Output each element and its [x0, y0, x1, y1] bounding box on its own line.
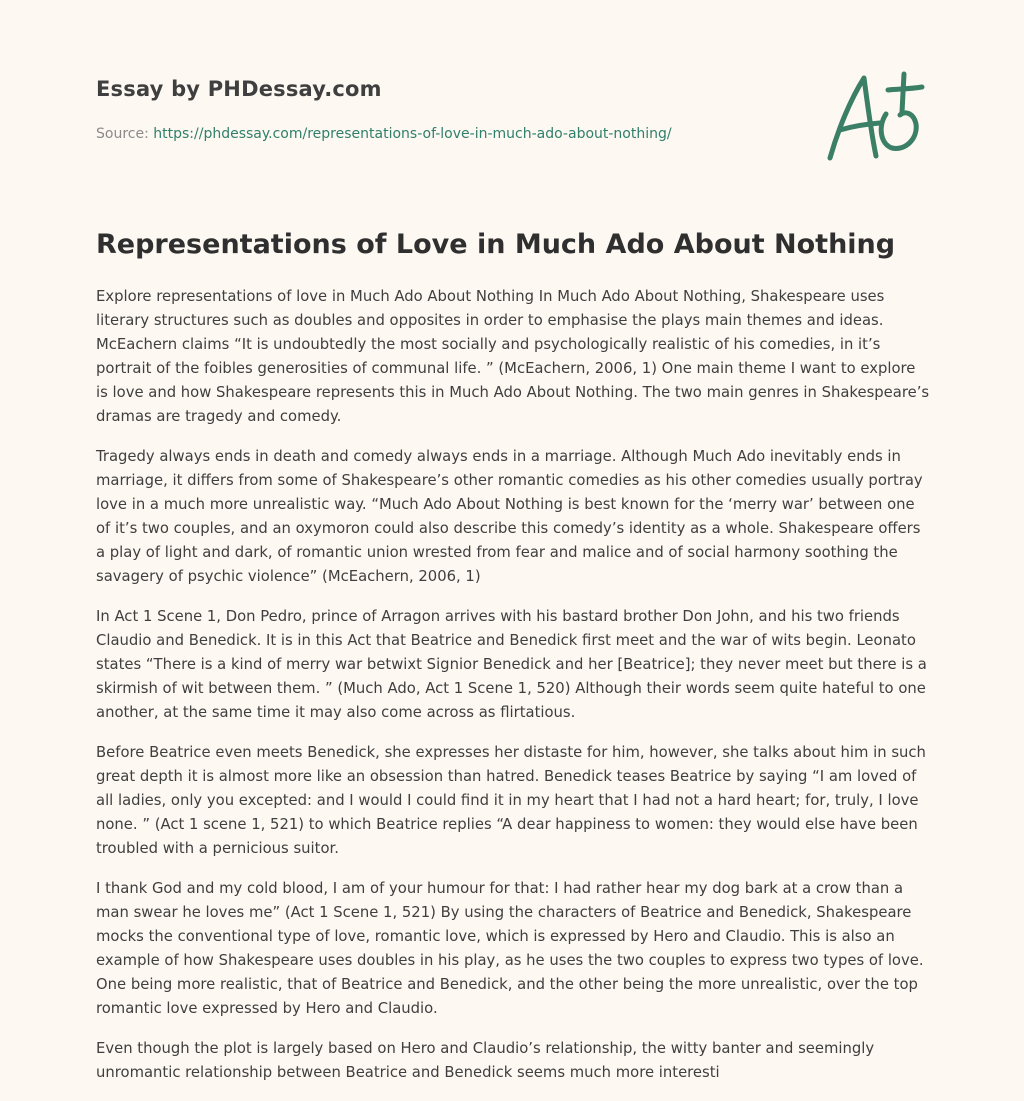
essay-body: [96, 285, 930, 1101]
essay-paragraph: In Act 1 Scene 1, Don Pedro, prince of Arragon arrives with his bastard brother Don John, and his two friends Claudio and Benedick. It is in this Act that Beatrice and Benedick first meet and the war of wits begin. Leonato states “There is a kind of merry war betwixt Signior Benedick and her [Beatrice]; they never meet but there is a skirmish of wit between them. ” (Much Ado, Act 1 Scene 1, 520) Although their words seem quite hateful to one another, at the same time it may also come across as flirtatious.: [96, 608, 927, 721]
source-label: Source:: [96, 126, 149, 142]
essay-title: Representations of Love in Much Ado About Nothing: [96, 229, 896, 260]
site-title: Essay by PHDessay.com: [96, 77, 382, 101]
essay-paragraph: Before Beatrice even meets Benedick, she expresses her distaste for him, however, she talks about him in such great depth it is almost more like an obsession than hatred. Benedick teases Beatrice by saying “I am loved of all ladies, only you excepted: and I would I could find it in my heart that I had not a hard heart; for, truly, I love none. ” (Act 1 scene 1, 521) to which Beatrice replies “A dear happiness to women: they would else have been troubled with a pernicious suitor.: [96, 744, 926, 857]
essay-paragraph: Explore representations of love in Much Ado About Nothing In Much Ado About Nothing, Shakespeare uses literary structures such as doubles and opposites in order to emphasise the plays main themes and ideas. McEachern claims “It is undoubtedly the most socially and psychologically realistic of his comedies, in it’s portrait of the foibles generosities of communal life. ” (McEachern, 2006, 1) One main theme I want to explore is love and how Shakespeare represents this in Much Ado About Nothing. The two main genres in Shakespeare’s dramas are tragedy and comedy.: [96, 288, 930, 425]
essay-paragraph: Tragedy always ends in death and comedy always ends in a marriage. Although Much Ado inevitably ends in marriage, it differs from some of Shakespeare’s other romantic comedies as his other comedies usually portray love in a much more unrealistic way. “Much Ado About Nothing is best known for the ‘merry war’ between one of it’s two couples, and an oxymoron could also describe this comedy’s identity as a whole. Shakespeare offers a play of light and dark, of romantic union wrested from fear and malice and of social harmony soothing the savagery of psychic violence” (McEachern, 2006, 1): [96, 448, 923, 585]
essay-paragraph: I thank God and my cold blood, I am of your humour for that: I had rather hear my dog bark at a crow than a man swear he loves me” (Act 1 Scene 1, 521) By using the characters of Beatrice and Benedick, Shakespeare mocks the conventional type of love, romantic love, which is expressed by Hero and Claudio. This is also an example of how Shakespeare uses doubles in his play, as he uses the two couples to express two types of love. One being more realistic, that of Beatrice and Benedick, and the other being the more unrealistic, over the top romantic love expressed by Hero and Claudio.: [96, 880, 924, 1017]
page-header: [96, 74, 796, 144]
essay-paragraph: Even though the plot is largely based on Hero and Claudio’s relationship, the witty banter and seemingly unromantic relationship between Beatrice and Benedick seems much more interesti: [96, 1040, 875, 1081]
a-plus-logo-icon: [822, 68, 926, 164]
source-link[interactable]: https://phdessay.com/representations-of-love-in-much-ado-about-nothing/: [153, 126, 672, 142]
source-line: [96, 124, 796, 144]
